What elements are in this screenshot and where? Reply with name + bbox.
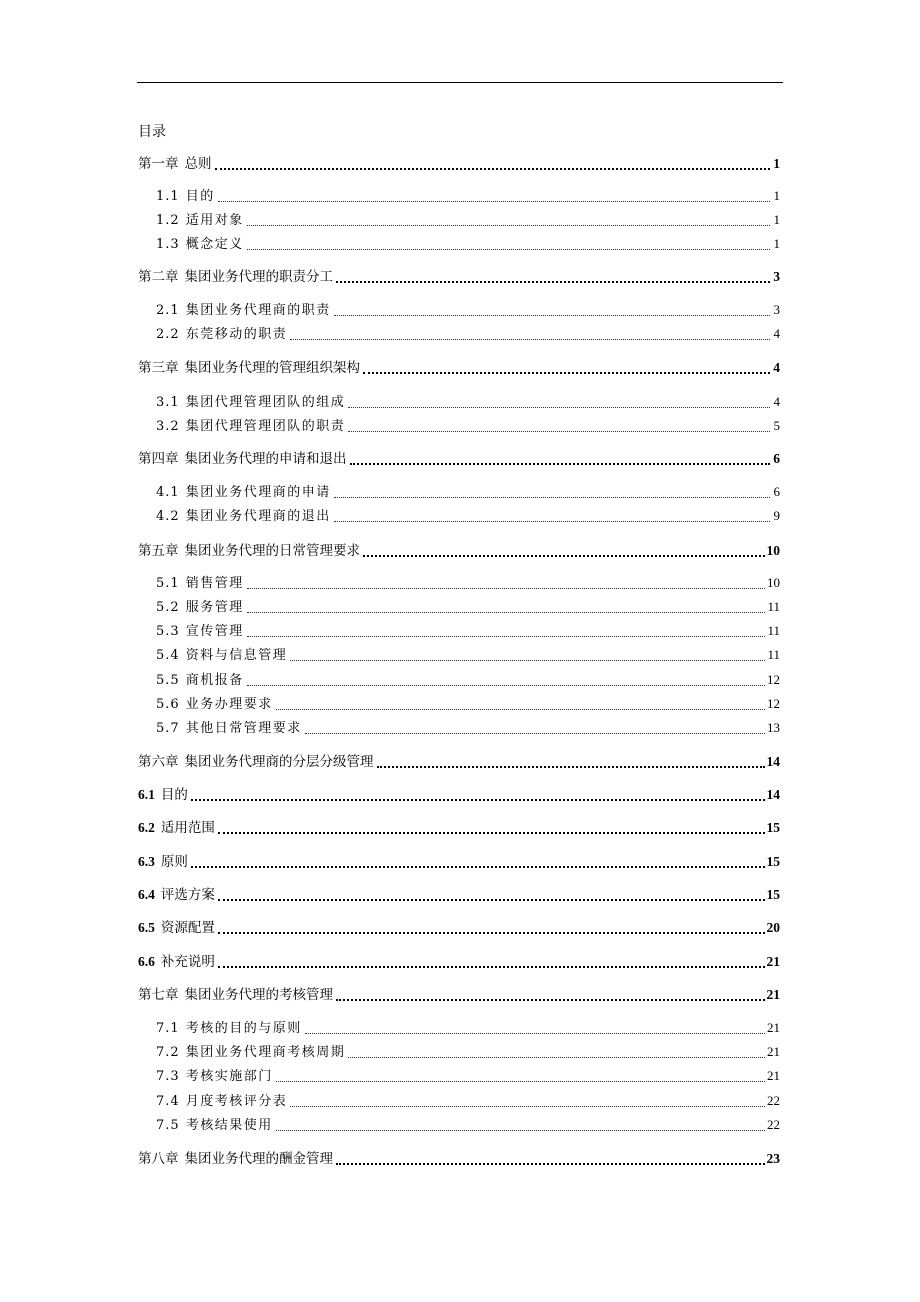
toc-dot-leader — [276, 1130, 765, 1131]
toc-entry-page-number: 21 — [766, 987, 780, 1002]
toc-entry-title: 适用对象 — [185, 213, 244, 228]
toc-entry-title: 考核结果使用 — [185, 1118, 273, 1133]
toc-dot-leader — [336, 281, 770, 283]
toc-entry-page-number: 11 — [767, 599, 780, 614]
toc-entry-title: 业务办理要求 — [185, 697, 273, 712]
toc-entry-page-number: 11 — [767, 647, 780, 662]
toc-entry-page-number: 21 — [767, 1068, 780, 1083]
toc-entry[interactable] — [156, 1042, 780, 1062]
toc-entry[interactable] — [156, 597, 780, 617]
toc-entry-title: 销售管理 — [185, 576, 244, 591]
toc-entry-title: 服务管理 — [185, 600, 244, 615]
toc-dot-leader — [218, 201, 770, 202]
toc-entry[interactable] — [156, 1066, 780, 1086]
toc-entry-title: 集团业务代理的日常管理要求 — [184, 543, 360, 559]
toc-entry-page-number: 15 — [766, 820, 780, 835]
toc-dot-leader — [191, 799, 765, 801]
toc-entry-page-number: 14 — [766, 787, 780, 802]
toc-entry[interactable] — [138, 785, 780, 805]
toc-entry-page-number: 22 — [767, 1117, 780, 1132]
toc-entry-page-number: 6 — [773, 484, 780, 499]
toc-entry-number: 4.1 — [156, 485, 180, 500]
toc-entry-title: 宣传管理 — [185, 624, 244, 639]
toc-entry-title: 集团业务代理的考核管理 — [184, 987, 333, 1003]
toc-entry[interactable] — [138, 267, 780, 287]
toc-entry-title: 集团业务代理商的职责 — [185, 303, 331, 318]
toc-entry[interactable] — [156, 694, 780, 714]
toc-entry-number: 第五章 — [138, 543, 179, 559]
toc-entry-page-number: 13 — [767, 720, 780, 735]
toc-entry-title: 资料与信息管理 — [185, 648, 288, 663]
toc-entry-title: 评选方案 — [160, 887, 215, 903]
toc-entry-page-number: 5 — [773, 418, 780, 433]
toc-dot-leader — [247, 249, 770, 250]
toc-entry-number: 1.3 — [156, 237, 180, 252]
toc-dot-leader — [218, 966, 765, 968]
toc-dot-leader — [363, 555, 765, 557]
toc-entry-page-number: 11 — [767, 623, 780, 638]
toc-entry-title: 集团业务代理的职责分工 — [184, 269, 333, 285]
toc-entry-title: 月度考核评分表 — [185, 1094, 288, 1109]
toc-entry-number: 6.2 — [138, 820, 155, 835]
toc-entry[interactable] — [156, 416, 780, 436]
toc-entry-title: 补充说明 — [160, 954, 215, 970]
toc-entry-page-number: 15 — [766, 887, 780, 902]
toc-entry[interactable] — [138, 985, 780, 1005]
toc-entry-title: 商机报备 — [185, 673, 244, 688]
toc-entry-page-number: 23 — [766, 1151, 780, 1166]
toc-entry-number: 5.4 — [156, 648, 180, 663]
toc-entry-number: 2.1 — [156, 303, 180, 318]
toc-entry-page-number: 20 — [766, 920, 780, 935]
toc-dot-leader — [247, 612, 766, 613]
toc-dot-leader — [334, 315, 770, 316]
toc-entry-number: 第七章 — [138, 987, 179, 1003]
toc-dot-leader — [305, 1033, 765, 1034]
toc-dot-leader — [290, 1106, 765, 1107]
toc-dot-leader — [290, 339, 770, 340]
toc-dot-leader — [336, 1163, 765, 1165]
toc-entry-number: 3.2 — [156, 419, 180, 434]
toc-entry[interactable] — [138, 752, 780, 772]
toc-entry-number: 7.1 — [156, 1021, 180, 1036]
toc-entry-page-number: 4 — [773, 394, 780, 409]
toc-entry-number: 6.4 — [138, 887, 155, 902]
toc-entry[interactable] — [138, 818, 780, 838]
toc-entry[interactable] — [156, 621, 780, 641]
toc-entry-title: 目的 — [160, 787, 188, 803]
toc-entry-page-number: 15 — [766, 854, 780, 869]
toc-entry-page-number: 9 — [773, 508, 780, 523]
toc-entry-number: 7.4 — [156, 1094, 180, 1109]
toc-entry-number: 5.6 — [156, 697, 180, 712]
toc-entry-page-number: 10 — [766, 543, 780, 558]
toc-entry-page-number: 14 — [766, 754, 780, 769]
toc-entry-number: 1.2 — [156, 213, 180, 228]
toc-dot-leader — [215, 168, 771, 170]
toc-entry-page-number: 10 — [767, 575, 780, 590]
toc-entry-page-number: 21 — [767, 1020, 780, 1035]
toc-entry-title: 总则 — [184, 156, 212, 172]
toc-entry-number: 7.3 — [156, 1069, 180, 1084]
toc-entry[interactable] — [138, 358, 780, 378]
toc-entry-page-number: 6 — [773, 451, 780, 466]
toc-entry[interactable] — [138, 154, 780, 174]
toc-entry-page-number: 4 — [773, 360, 780, 375]
toc-dot-leader — [218, 932, 765, 934]
toc-entry-page-number: 21 — [767, 1044, 780, 1059]
toc-entry-page-number: 3 — [773, 302, 780, 317]
toc-dot-leader — [350, 463, 771, 465]
toc-entry-number: 5.5 — [156, 673, 180, 688]
toc-entry-page-number: 12 — [767, 672, 780, 687]
toc-dot-leader — [348, 407, 770, 408]
toc-dot-leader — [218, 899, 765, 901]
toc-entry[interactable] — [138, 1149, 780, 1169]
toc-dot-leader — [348, 431, 770, 432]
toc-entry-page-number: 22 — [767, 1093, 780, 1108]
toc-entry-title: 集团代理管理团队的组成 — [185, 395, 346, 410]
toc-dot-leader — [247, 225, 770, 226]
toc-entry-page-number: 4 — [773, 326, 780, 341]
toc-entry[interactable] — [156, 1091, 780, 1111]
toc-entry-page-number: 1 — [773, 188, 780, 203]
toc-entry-number: 6.6 — [138, 954, 155, 969]
toc-entry[interactable] — [156, 1115, 780, 1135]
toc-entry[interactable] — [156, 670, 780, 690]
toc-entry[interactable] — [156, 1018, 780, 1038]
toc-entry[interactable] — [156, 573, 780, 593]
toc-dot-leader — [276, 709, 765, 710]
toc-entry-number: 第二章 — [138, 269, 179, 285]
toc-entry[interactable] — [138, 541, 780, 561]
toc-entry-title: 集团业务代理的申请和退出 — [184, 451, 347, 467]
toc-dot-leader — [247, 588, 765, 589]
toc-entry-title: 集团代理管理团队的职责 — [185, 419, 346, 434]
toc-entry-number: 3.1 — [156, 395, 180, 410]
toc-entry[interactable] — [156, 234, 780, 254]
toc-entry-number: 6.3 — [138, 854, 155, 869]
toc-entry-title: 原则 — [160, 854, 188, 870]
toc-dot-leader — [276, 1081, 765, 1082]
toc-entry-title: 集团业务代理的管理组织架构 — [184, 360, 360, 376]
toc-entry[interactable] — [156, 186, 780, 206]
toc-entry[interactable] — [138, 885, 780, 905]
toc-entry-number: 5.3 — [156, 624, 180, 639]
toc-entry-number: 4.2 — [156, 509, 180, 524]
toc-entry[interactable] — [156, 482, 780, 502]
toc-entry-title: 适用范围 — [160, 820, 215, 836]
toc-entry-number: 第四章 — [138, 451, 179, 467]
toc-entry-page-number: 1 — [773, 236, 780, 251]
toc-entry-title: 集团业务代理商的分层分级管理 — [184, 754, 374, 770]
toc-entry[interactable] — [138, 852, 780, 872]
toc-entry-title: 东莞移动的职责 — [185, 327, 288, 342]
toc-entry[interactable] — [156, 300, 780, 320]
toc-entry[interactable] — [156, 324, 780, 344]
toc-entry-number: 6.5 — [138, 920, 155, 935]
toc-entry-number: 7.5 — [156, 1118, 180, 1133]
toc-entry[interactable] — [156, 392, 780, 412]
toc-entry-title: 集团业务代理的酬金管理 — [184, 1151, 333, 1167]
toc-dot-leader — [334, 497, 770, 498]
toc-entry-number: 5.1 — [156, 576, 180, 591]
toc-entry-number: 1.1 — [156, 189, 180, 204]
toc-dot-leader — [305, 733, 765, 734]
toc-entry-number: 第三章 — [138, 360, 179, 376]
toc-dot-leader — [191, 866, 765, 868]
toc-dot-leader — [247, 685, 765, 686]
toc-entry-page-number: 12 — [767, 696, 780, 711]
toc-entry-title: 考核实施部门 — [185, 1069, 273, 1084]
toc-entry-page-number: 3 — [773, 269, 780, 284]
toc-entry[interactable] — [138, 952, 780, 972]
toc-entry-number: 第六章 — [138, 754, 179, 770]
toc-entry-page-number: 21 — [766, 954, 780, 969]
toc-entry[interactable] — [156, 506, 780, 526]
toc-entry-title: 考核的目的与原则 — [185, 1021, 302, 1036]
toc-entry-page-number: 1 — [773, 212, 780, 227]
toc-entry-title: 其他日常管理要求 — [185, 721, 302, 736]
toc-entry-number: 7.2 — [156, 1045, 180, 1060]
toc-entry-title: 资源配置 — [160, 920, 215, 936]
toc-entry-number: 5.2 — [156, 600, 180, 615]
toc-dot-leader — [218, 832, 765, 834]
toc-dot-leader — [290, 660, 765, 661]
toc-entry-number: 第八章 — [138, 1151, 179, 1167]
toc-dot-leader — [336, 999, 765, 1001]
toc-entry-number: 2.2 — [156, 327, 180, 342]
toc-entry-number: 6.1 — [138, 787, 155, 802]
toc-entry-page-number: 1 — [773, 156, 780, 171]
toc-title: 目录 — [138, 124, 166, 140]
toc-dot-leader — [334, 521, 770, 522]
toc-entry-number: 第一章 — [138, 156, 179, 172]
toc-entry-title: 概念定义 — [185, 237, 244, 252]
toc-entry-title: 目的 — [185, 189, 215, 204]
toc-dot-leader — [247, 636, 766, 637]
toc-entry-title: 集团业务代理商的退出 — [185, 509, 331, 524]
toc-dot-leader — [363, 372, 770, 374]
toc-entry[interactable] — [138, 449, 780, 469]
toc-entry[interactable] — [138, 918, 780, 938]
toc-entry-title: 集团业务代理商的申请 — [185, 485, 331, 500]
toc-entry[interactable] — [156, 210, 780, 230]
toc-entry-title: 集团业务代理商考核周期 — [185, 1045, 346, 1060]
toc-dot-leader — [348, 1057, 765, 1058]
toc-dot-leader — [377, 766, 765, 768]
toc-entry[interactable] — [156, 718, 780, 738]
toc-entry[interactable] — [156, 645, 780, 665]
toc-entry-number: 5.7 — [156, 721, 180, 736]
